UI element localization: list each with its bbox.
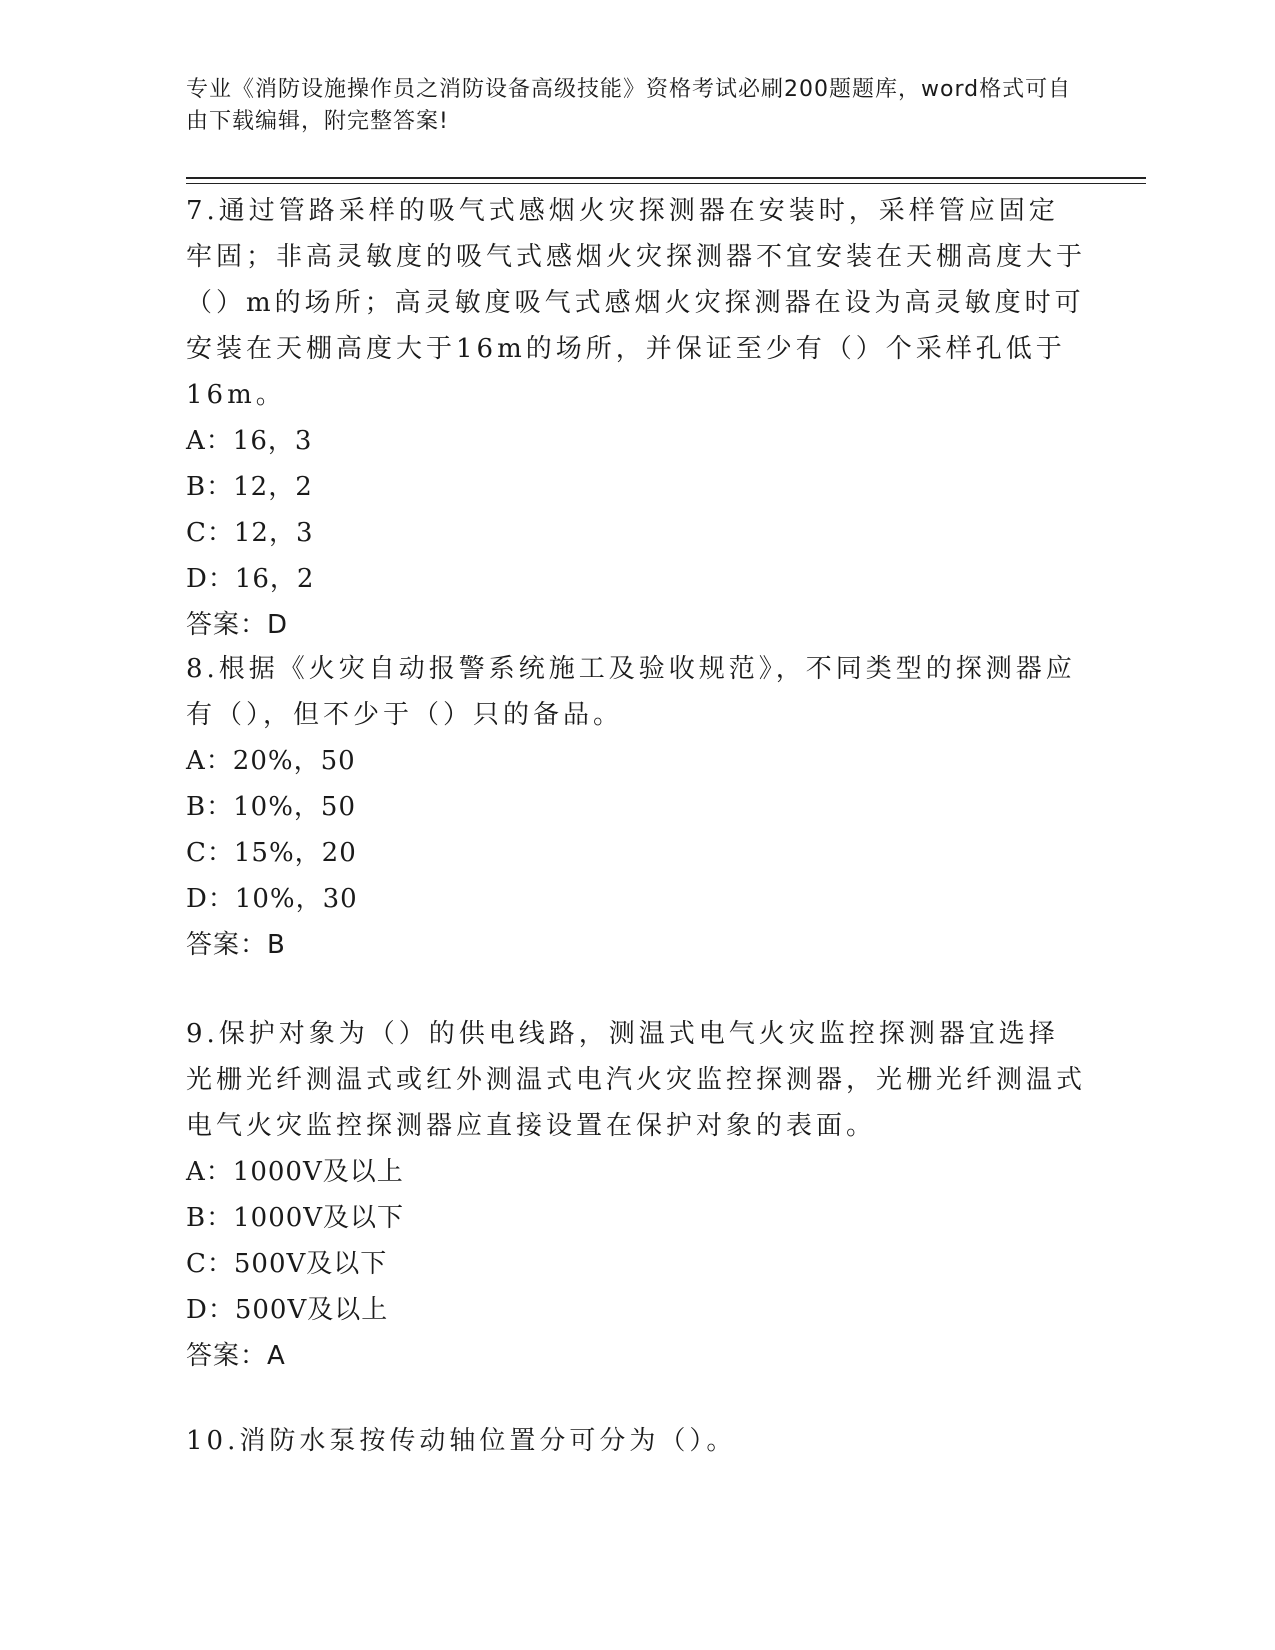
question-9 [186, 1011, 1086, 1379]
answer: 答案：B [186, 930, 286, 960]
question-stem: 9.保护对象为（）的供电线路，测温式电气火灾监控探测器宜选择光栅光纤测温式或红外测温式电汽火灾监控探测器，光栅光纤测温式电气火灾监控探测器应直接设置在保护对象的表面。 [186, 1019, 1087, 1141]
option-d: D：16，2 [186, 564, 315, 594]
option-b: B：10%，50 [186, 792, 356, 822]
header-divider-thin [186, 183, 1146, 184]
question-stem: 8.根据《火灾自动报警系统施工及验收规范》，不同类型的探测器应有（），但不少于（）只的备品。 [186, 654, 1076, 730]
question-7 [186, 188, 1086, 648]
option-a: A：20%，50 [186, 746, 356, 776]
option-d: D：500V及以上 [186, 1295, 389, 1325]
question-stem: 7.通过管路采样的吸气式感烟火灾探测器在安装时，采样管应固定牢固；非高灵敏度的吸气式感烟火灾探测器不宜安装在天棚高度大于（）m的场所；高灵敏度吸气式感烟火灾探测器在设为高灵敏度时可安装在天棚高度大于16m的场所，并保证至少有（）个采样孔低于16m。 [186, 196, 1087, 410]
question-8 [186, 646, 1086, 968]
answer: 答案：A [186, 1341, 286, 1371]
option-b: B：1000V及以下 [186, 1203, 405, 1233]
option-a: A：1000V及以上 [186, 1157, 404, 1187]
header-divider [186, 177, 1146, 179]
question-10 [186, 1418, 1086, 1464]
document-header: 专业《消防设施操作员之消防设备高级技能》资格考试必刷200题题库，word格式可自由下载编辑，附完整答案! [186, 77, 1072, 134]
option-c: C：15%，20 [186, 838, 357, 868]
option-c: C：12，3 [186, 518, 314, 548]
option-a: A：16，3 [186, 426, 313, 456]
question-stem: 10.消防水泵按传动轴位置分可分为（）。 [186, 1426, 737, 1456]
option-b: B：12，2 [186, 472, 313, 502]
answer: 答案：D [186, 610, 289, 640]
option-d: D：10%，30 [186, 884, 358, 914]
option-c: C：500V及以下 [186, 1249, 388, 1279]
